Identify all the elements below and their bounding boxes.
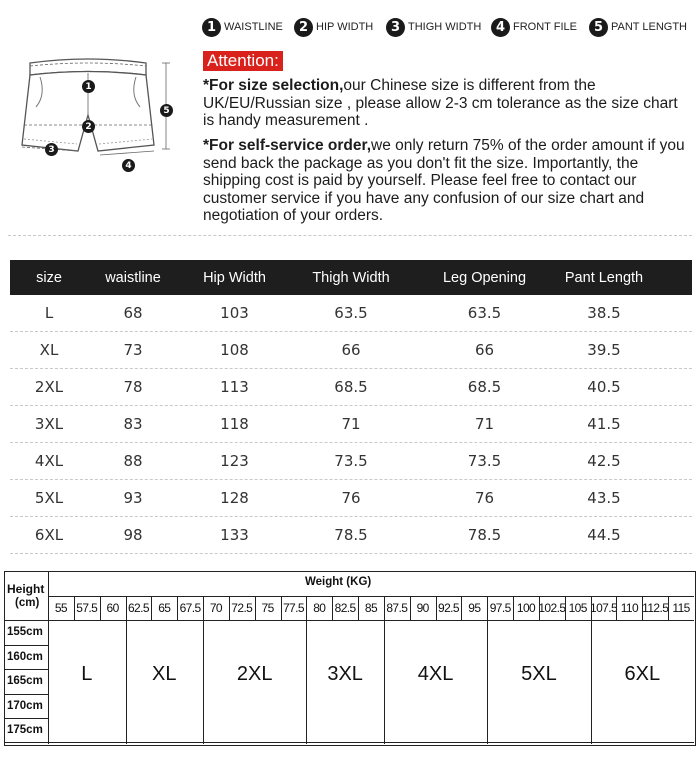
table-cell: 73.5 (334, 452, 368, 470)
header-cell: Thigh Width (312, 269, 390, 286)
weight-value: 65 (158, 601, 171, 615)
grid-line (461, 596, 462, 620)
table-cell: 63.5 (334, 304, 368, 322)
legend-label: THIGH WIDTH (408, 21, 482, 33)
table-cell: 4XL (34, 452, 64, 470)
weight-title: Weight (KG) (305, 576, 372, 588)
grid-line (539, 596, 540, 620)
weight-value: 95 (468, 601, 481, 615)
weight-value: 110 (620, 601, 639, 615)
table-cell: 68.5 (334, 378, 368, 396)
size-table (10, 260, 692, 554)
marker-2-icon: 2 (82, 120, 95, 133)
self-service-heading: *For self-service order, (203, 137, 371, 154)
header-cell: Hip Width (203, 269, 266, 286)
size-label: XL (152, 662, 177, 685)
size-selection-note (203, 77, 688, 130)
table-cell: 128 (220, 489, 249, 507)
grid-line (410, 596, 411, 620)
height-label: Height (7, 582, 45, 596)
legend-label: WAISTLINE (224, 21, 283, 33)
grid-line (332, 596, 333, 620)
table-cell: L (44, 304, 54, 322)
table-row (10, 295, 692, 332)
table-cell: 6XL (34, 526, 64, 544)
grid-line (565, 596, 566, 620)
table-row (10, 369, 692, 406)
weight-value: 62.5 (127, 601, 149, 615)
weight-value: 100 (516, 601, 536, 615)
height-unit-label: (cm) (15, 597, 40, 609)
legend-label: FRONT FILE (513, 21, 577, 33)
grid-line (229, 596, 230, 620)
number-4-icon: 4 (491, 18, 510, 37)
header-cell: waistline (105, 269, 161, 286)
size-label: 6XL (624, 662, 661, 685)
table-row (10, 406, 692, 443)
table-cell: 103 (220, 304, 249, 322)
size-label: 4XL (417, 662, 454, 685)
grid-line (616, 596, 617, 620)
height-value: 175cm (7, 724, 43, 737)
number-2-icon: 2 (294, 18, 313, 37)
table-cell: 66 (341, 341, 361, 359)
table-cell: 73 (123, 341, 143, 359)
table-cell: 73.5 (467, 452, 502, 470)
table-cell: 133 (220, 526, 249, 544)
measurement-legend (202, 16, 692, 38)
table-cell: 38.5 (587, 304, 621, 322)
size-label: 2XL (236, 662, 273, 685)
weight-value: 75 (261, 601, 274, 615)
table-cell: 41.5 (587, 415, 621, 433)
table-cell: 42.5 (587, 452, 621, 470)
grid-line (177, 596, 178, 620)
marker-3-icon: 3 (45, 143, 58, 156)
grid-line (255, 596, 256, 620)
table-row (10, 517, 692, 554)
weight-value: 82.5 (334, 601, 356, 615)
size-table-header (10, 260, 692, 295)
weight-value: 80 (313, 601, 326, 615)
grid-line (100, 596, 101, 620)
grid-line (74, 596, 75, 620)
table-row (10, 332, 692, 369)
grid-line (436, 596, 437, 620)
weight-height-chart (4, 571, 696, 746)
table-cell: 76 (341, 489, 361, 507)
table-cell: 113 (220, 378, 249, 396)
table-cell: 78.5 (334, 526, 368, 544)
self-service-text: we only return 75% of the order amount if you send back the package as you don't fit the size. Importantly, the shipping cost is paid by yourself. Please feel free to contact our customer service if you have any confusion of our size chart and negotiation of your orders. (203, 137, 685, 224)
legend-label: HIP WIDTH (316, 21, 374, 33)
table-cell: 66 (474, 341, 495, 359)
legend-item-front-file (491, 16, 577, 38)
table-cell: 118 (220, 415, 249, 433)
table-cell: 68 (123, 304, 143, 322)
grid-line (281, 596, 282, 620)
table-cell: XL (39, 341, 59, 359)
attention-badge: Attention: (203, 51, 283, 71)
weight-value: 85 (364, 601, 378, 615)
marker-1-icon: 1 (82, 80, 95, 93)
size-label: 5XL (521, 662, 557, 685)
legend-label: PANT LENGTH (611, 21, 687, 33)
table-cell: 3XL (34, 415, 64, 433)
table-cell: 83 (123, 415, 143, 433)
weight-value: 67.5 (179, 601, 201, 615)
table-cell: 43.5 (587, 489, 621, 507)
weight-value: 72.5 (231, 601, 253, 615)
table-cell: 63.5 (467, 304, 502, 322)
weight-value: 70 (209, 601, 223, 615)
height-value: 165cm (7, 675, 43, 688)
height-value: 170cm (7, 700, 43, 713)
grid-line (151, 596, 152, 620)
weight-value: 87.5 (386, 601, 408, 615)
weight-value: 60 (106, 601, 119, 615)
legend-item-pant-length (589, 16, 687, 38)
table-cell: 2XL (34, 378, 64, 396)
table-cell: 88 (123, 452, 143, 470)
table-cell: 98 (123, 526, 143, 544)
number-3-icon: 3 (386, 18, 405, 37)
grid-line (668, 596, 669, 620)
grid-line (513, 596, 514, 620)
height-value: 155cm (7, 626, 43, 639)
table-cell: 108 (220, 341, 249, 359)
shorts-measurement-diagram (8, 55, 198, 175)
legend-item-waistline (202, 16, 283, 38)
table-cell: 78.5 (467, 526, 502, 544)
table-cell: 40.5 (587, 378, 621, 396)
size-label: 3XL (327, 662, 363, 685)
weight-value: 112.5 (642, 601, 669, 615)
divider (8, 235, 692, 236)
header-cell: Pant Length (564, 269, 644, 286)
table-row (10, 480, 692, 517)
weight-value: 97.5 (489, 601, 511, 615)
size-selection-heading: *For size selection, (203, 77, 344, 94)
weight-value: 115 (672, 601, 690, 615)
size-selection-text: our Chinese size is different from the UK/EU/Russian size , please allow 2-3 cm tolerance as the size chart is handy measurement . (203, 77, 678, 129)
size-table-body (10, 295, 692, 554)
weight-value: 92.5 (438, 601, 459, 615)
weight-value: 57.5 (76, 601, 98, 615)
table-cell: 76 (474, 489, 495, 507)
legend-item-thigh-width (386, 16, 481, 38)
table-cell: 93 (123, 489, 143, 507)
weight-value: 90 (416, 601, 429, 615)
table-cell: 68.5 (467, 378, 502, 396)
grid-line (358, 596, 359, 620)
table-cell: 44.5 (587, 526, 621, 544)
weight-value: 107.5 (590, 601, 618, 615)
table-cell: 5XL (34, 489, 64, 507)
weight-value: 102.5 (538, 601, 566, 615)
header-cell: size (36, 269, 62, 286)
table-cell: 123 (220, 452, 249, 470)
table-cell: 71 (474, 415, 495, 433)
marker-5-icon: 5 (160, 104, 173, 117)
table-cell: 71 (341, 415, 361, 433)
size-label: L (81, 662, 93, 685)
number-5-icon: 5 (589, 18, 608, 37)
number-1-icon: 1 (202, 18, 221, 37)
table-row (10, 443, 692, 480)
weight-value: 105 (568, 601, 587, 615)
weight-value: 77.5 (282, 601, 304, 615)
header-cell: Leg Opening (442, 269, 527, 286)
table-cell: 39.5 (587, 341, 621, 359)
marker-4-icon: 4 (122, 159, 135, 172)
legend-item-hip-width (294, 16, 373, 38)
self-service-note (203, 137, 688, 225)
weight-value: 55 (54, 601, 67, 615)
table-cell: 78 (123, 378, 143, 396)
height-value: 160cm (7, 651, 43, 664)
grid-line (642, 596, 643, 620)
